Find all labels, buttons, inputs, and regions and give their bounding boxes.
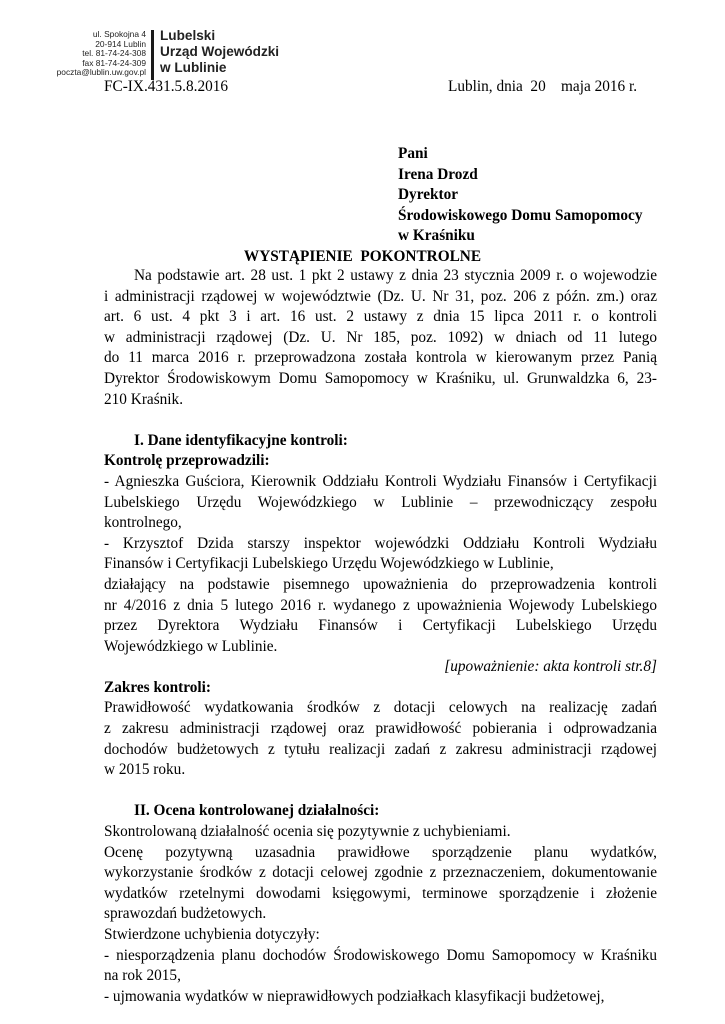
authorization-line: działający na podstawie pisemnego upoważnienia do przeprowadzenia kontroli: [104, 575, 657, 593]
scope-line: dochodów budżetowych z tytułu realizacji zadań z zakresu administracji rządowej: [104, 740, 657, 758]
section-1-heading: I. Dane identyfikacyjne kontroli:: [134, 431, 348, 449]
intro-line: do 11 marca 2016 r. przeprowadzona została kontrola w kierowanym przez Panią: [104, 349, 657, 367]
recipient-position: Dyrektor: [398, 186, 459, 204]
authorization-line: nr 4/2016 z dnia 5 lutego 2016 r. wydanego z upoważnienia Wojewody Lubelskiego: [104, 596, 657, 614]
scope-line: Prawidłowość wydatkowania środków z dotacji celowych na realizację zadań: [104, 699, 657, 717]
controller-1-line: - Agnieszka Guściora, Kierownik Oddziału Kontroli Wydziału Finansów i Certyfikacji: [104, 472, 657, 490]
intro-paragraph: [104, 266, 657, 410]
office-line-1: Lubelski: [160, 28, 216, 43]
scope-line: z zakresu administracji rządowej oraz prawidłowość pobierania i odprowadzania: [104, 720, 657, 738]
letterhead-address: [28, 30, 146, 78]
finding-1-line: na rok 2015,: [104, 967, 181, 985]
positive-line: sprawozdań budżetowych.: [104, 905, 267, 923]
finding-1-line: - niesporządzenia planu dochodów Środowiskowego Domu Samopomocy w Kraśniku: [104, 946, 657, 964]
positive-line: wykorzystanie środków z dotacji celowej zgodnie z przeznaczeniem, dokumentowanie: [104, 864, 657, 882]
office-line-3: w Lublinie: [160, 60, 227, 75]
spacer: [104, 410, 657, 431]
intro-line: Na podstawie art. 28 ust. 1 pkt 2 ustawy z dnia 23 stycznia 2009 r. o wojewodzie: [134, 267, 657, 284]
intro-line: w administracji rządowej (Dz. U. Nr 185, poz. 1092) w dniach od 11 lutego: [104, 328, 657, 346]
document-title: WYSTĄPIENIE POKONTROLNE: [243, 248, 482, 265]
authorization-reference: [upoważnienie: akta kontroli str.8]: [444, 658, 657, 676]
address-city: 20-914 Lublin: [95, 38, 146, 49]
address-street: ul. Spokojna 4: [92, 29, 146, 39]
address-email: poczta@lublin.uw.gov.pl: [56, 67, 146, 78]
scope-heading: Zakres kontroli:: [104, 678, 211, 696]
finding-2-line: - ujmowania wydatków w nieprawidłowych podziałkach klasyfikacji budżetowej,: [104, 987, 605, 1005]
intro-line: i administracji rządowej w województwie (Dz. U. Nr 31, poz. 206 z późn. zm.) oraz: [104, 287, 657, 305]
document-date: Lublin, dnia 20 maja 2016 r.: [448, 78, 638, 95]
document-signature: FC-IX.431.5.8.2016: [104, 78, 229, 95]
recipient-location: w Kraśniku: [398, 227, 475, 245]
recipient-block: [398, 144, 643, 247]
controllers-heading: Kontrolę przeprowadzili:: [104, 452, 270, 470]
recipient-institution: Środowiskowego Domu Samopomocy: [398, 206, 643, 224]
address-fax: fax 81-74-24-309: [82, 57, 146, 68]
assessment-line: Skontrolowaną działalność ocenia się pozytywnie z uchybieniami.: [104, 823, 511, 841]
controller-1-line: kontrolnego,: [104, 514, 182, 532]
intro-line: 210 Kraśnik.: [104, 390, 184, 408]
authorization-line: przez Dyrektora Wydziału Finansów i Certyfikacji Lubelskiego Urzędu: [104, 617, 657, 635]
intro-line: art. 6 ust. 4 pkt 3 i art. 16 ust. 2 ustawy z dnia 15 lipca 2011 r. o kontroli: [104, 308, 657, 326]
office-logo: [160, 28, 279, 76]
controller-2-line: Finansów i Certyfikacji Lubelskiego Urzędu Wojewódzkiego w Lublinie,: [104, 555, 554, 573]
controller-1-line: Lubelskiego Urzędu Wojewódzkiego w Lublinie – przewodniczący zespołu: [104, 493, 657, 511]
positive-line: Ocenę pozytywną uzasadnia prawidłowe sporządzenie planu wydatków,: [104, 843, 657, 861]
section-2-heading: II. Ocena kontrolowanej działalności:: [134, 802, 380, 820]
authorization-line: Wojewódzkiego w Lublinie.: [104, 637, 278, 655]
document-body: [104, 266, 657, 1007]
office-line-2: Urząd Wojewódzki: [160, 44, 280, 59]
recipient-salutation: Pani: [398, 145, 428, 162]
intro-line: Dyrektor Środowiskowym Domu Samopomocy w Kraśniku, ul. Grunwaldzka 6, 23-: [104, 369, 657, 387]
controller-2-line: - Krzysztof Dzida starszy inspektor wojewódzki Oddziału Kontroli Wydziału: [104, 534, 657, 552]
letterhead-divider: [151, 30, 154, 80]
positive-line: wydatków rzetelnymi dowodami księgowymi, terminowe sporządzenie i złożenie: [104, 884, 657, 902]
address-phone: tel. 81-74-24-308: [82, 48, 146, 59]
recipient-name: Irena Drozd: [398, 165, 478, 183]
findings-heading: Stwierdzone uchybienia dotyczyły:: [104, 926, 320, 943]
scope-line: w 2015 roku.: [104, 761, 186, 779]
spacer: [104, 781, 657, 802]
